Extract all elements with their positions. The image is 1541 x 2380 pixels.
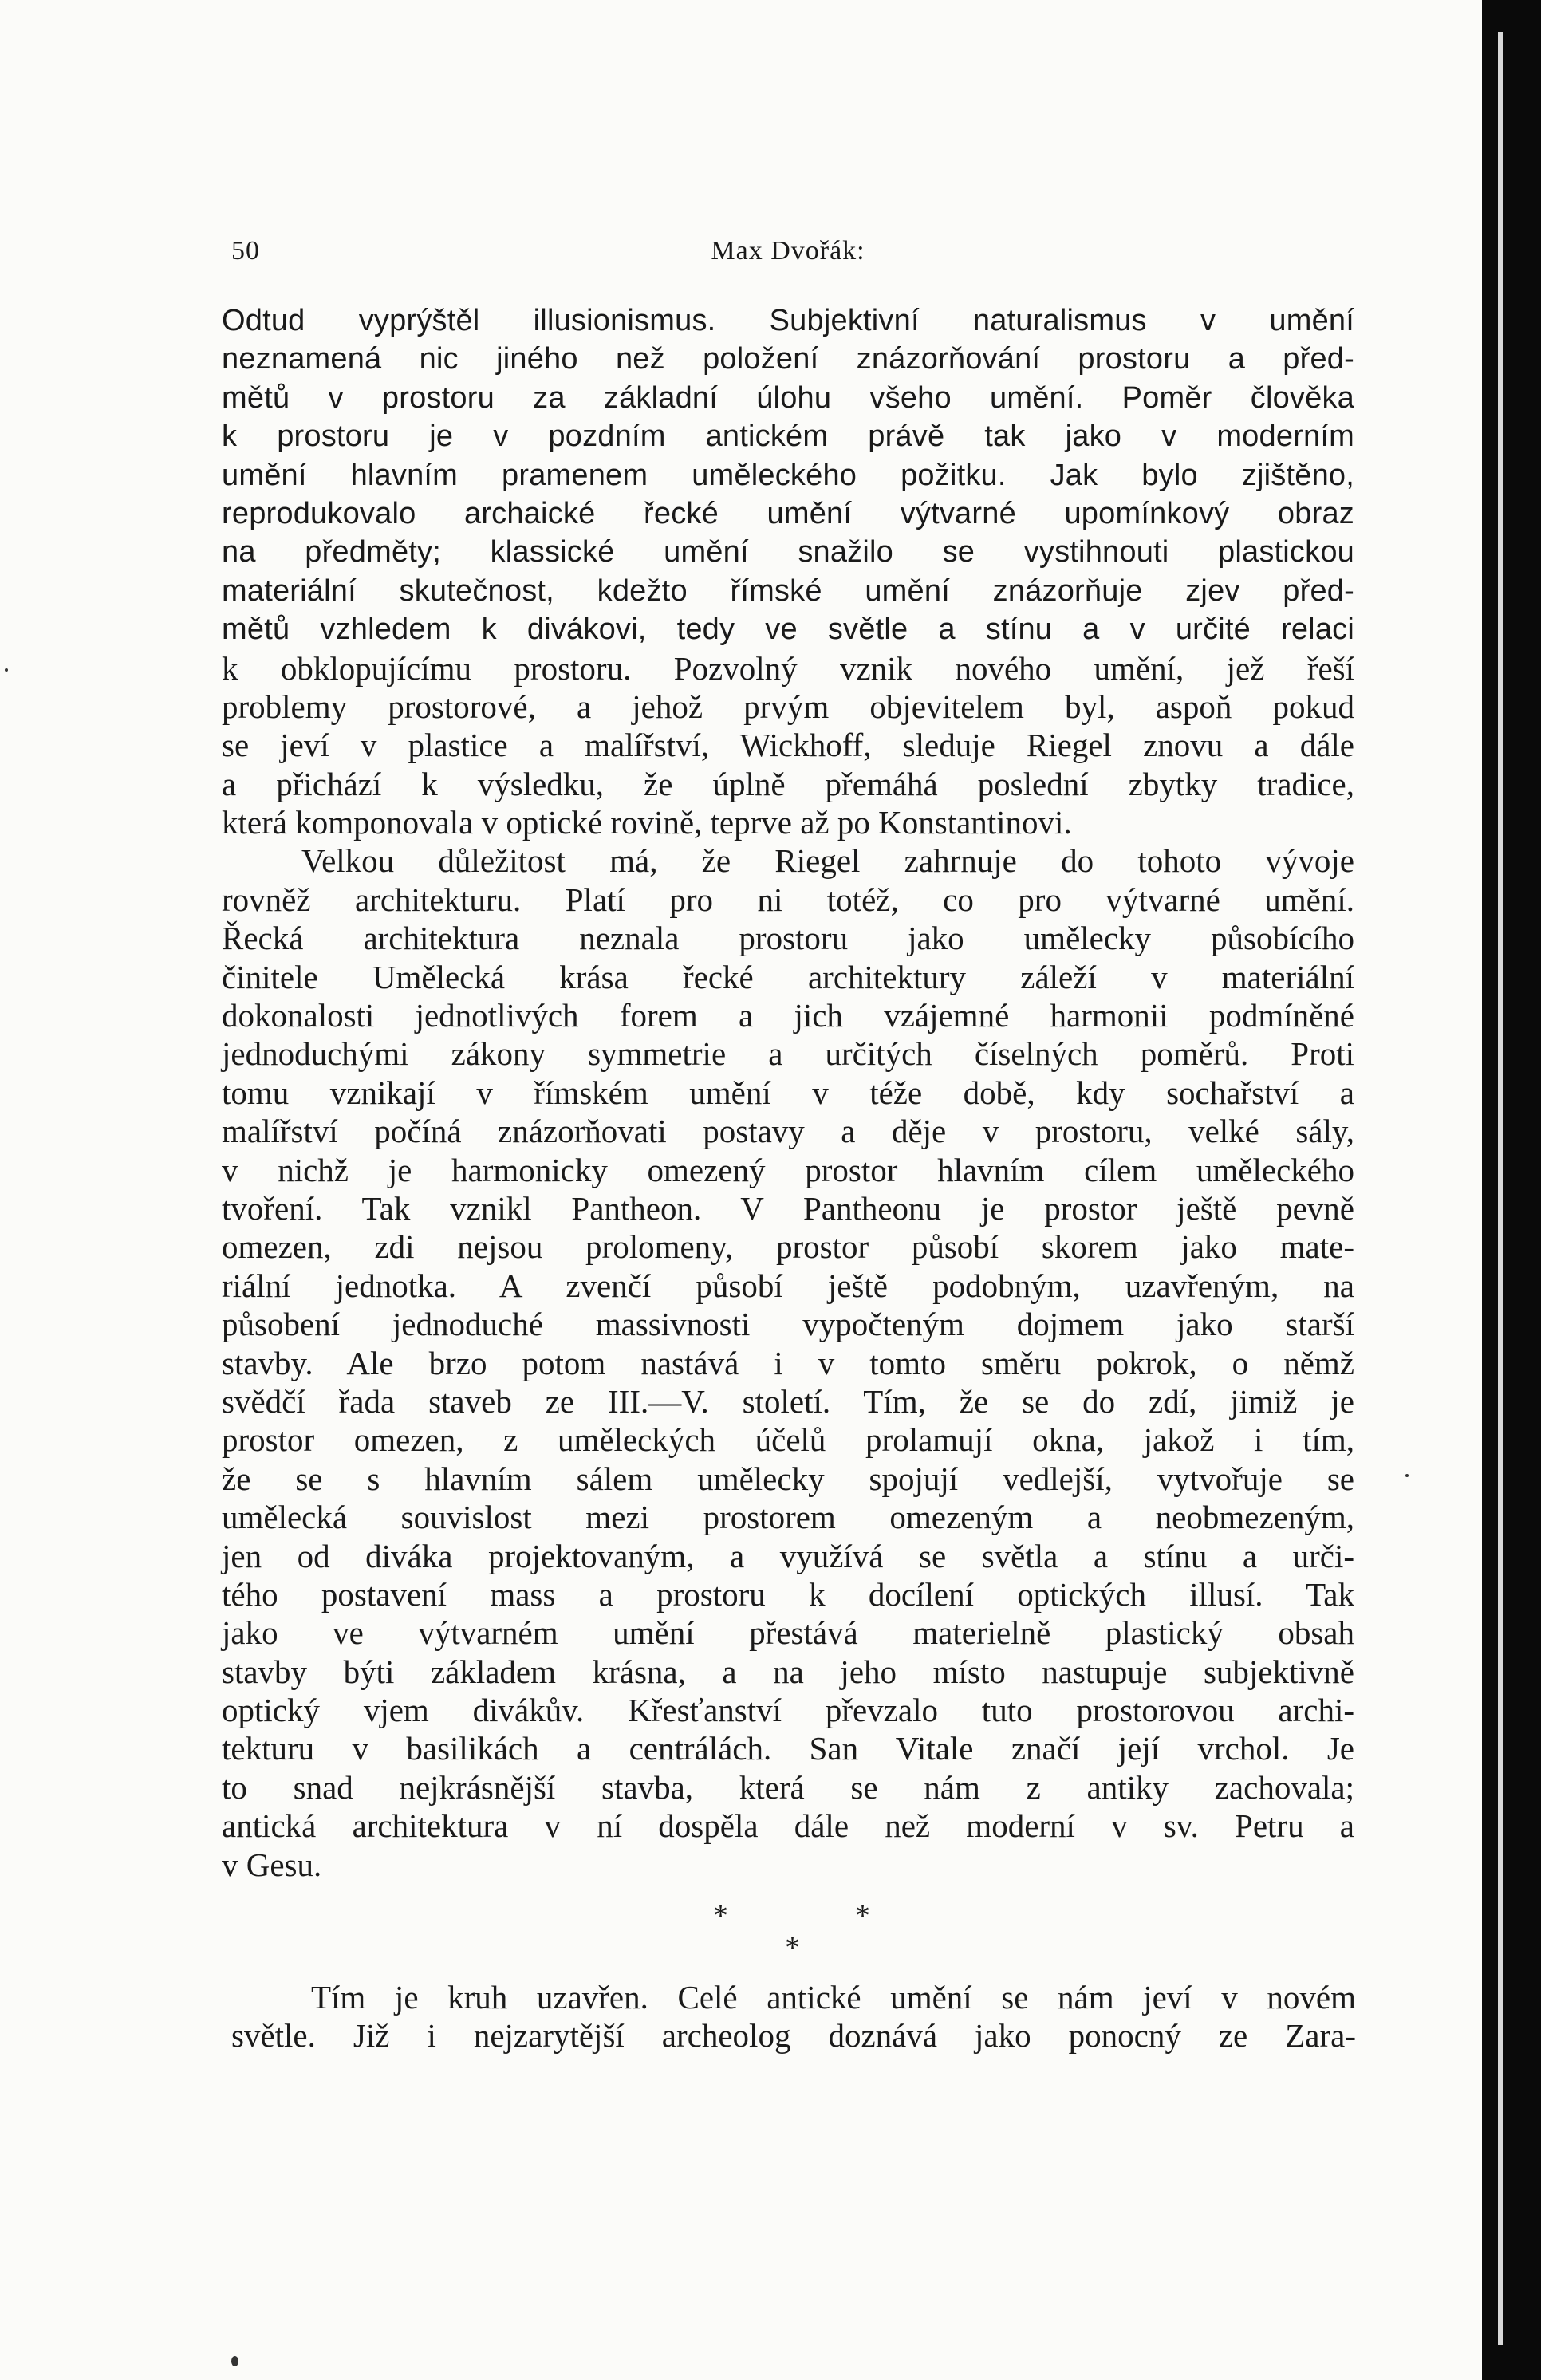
text-line: jako ve výtvarném umění přestává materielně plastický obsah xyxy=(222,1614,1354,1652)
text-line: k prostoru je v pozdním antickém právě tak jako v moderním xyxy=(222,420,1354,454)
page-number: 50 xyxy=(231,236,260,266)
text-line: materiální skutečnost, kdežto římské umění znázorňuje zjev před- xyxy=(222,573,1354,608)
text-line: problemy prostorové, a jehož prvým objevitelem byl, aspoň pokud xyxy=(222,688,1354,725)
text-line: světle. Již i nejzarytější archeolog doznává jako ponocný ze Zara- xyxy=(231,2017,1356,2055)
text-line: omezen, zdi nejsou prolomeny, prostor působí skorem jako mate- xyxy=(222,1228,1354,1266)
text-line: Tím je kruh uzavřen. Celé antické umění se nám jeví v novém xyxy=(311,1979,1356,2016)
text-line: optický vjem divákův. Křesťanství převzalo tuto prostorovou archi- xyxy=(222,1692,1354,1729)
text-line: tekturu v basilikách a centrálách. San Vitale značí její vrchol. Je xyxy=(222,1730,1354,1767)
running-head: Max Dvořák: xyxy=(711,236,865,266)
text-line: k obklopujícímu prostoru. Pozvolný vznik nového umění, jež řeší xyxy=(222,649,1354,687)
text-line: která komponovala v optické rovině, teprve až po Konstantinovi. xyxy=(222,804,1072,841)
text-line: mětů v prostoru za základní úlohu všeho umění. Poměr člověka xyxy=(222,380,1354,415)
text-line: na předměty; klassické umění snažilo se vystihnouti plastickou xyxy=(222,535,1354,569)
text-line: reprodukovalo archaické řecké umění výtvarné upomínkový obraz xyxy=(222,496,1354,530)
text-line: tého postavení mass a prostoru k docílení optických illusí. Tak xyxy=(222,1575,1354,1613)
text-line: že se s hlavním sálem umělecky spojují vedlejší, vytvořuje se xyxy=(222,1460,1354,1497)
text-line: svědčí řada staveb ze III.—V. století. Tím, že se do zdí, jimiž je xyxy=(222,1382,1354,1420)
text-line: tomu vznikají v římském umění v téže době, kdy sochařství a xyxy=(222,1074,1354,1111)
text-line: umění hlavním pramenem uměleckého požitku. Jak bylo zjištěno, xyxy=(222,458,1354,492)
text-line: Řecká architektura neznala prostoru jako umělecky působícího xyxy=(222,920,1354,957)
scan-edge xyxy=(1482,0,1541,2380)
body-text xyxy=(222,301,1354,1884)
text-line: to snad nejkrásnější stavba, která se nám z antiky zachovala; xyxy=(222,1768,1354,1806)
text-line: činitele Umělecká krása řecké architektury záleží v materiální xyxy=(222,958,1354,995)
page-header xyxy=(231,236,1345,276)
text-line: prostor omezen, z uměleckých účelů prolamují okna, jakož i tím, xyxy=(222,1421,1354,1459)
text-line: tvoření. Tak vznikl Pantheon. V Pantheonu je prostor ještě pevně xyxy=(222,1189,1354,1227)
text-line: stavby. Ale brzo potom nastává i v tomto směru pokrok, o němž xyxy=(222,1344,1354,1381)
text-line: Velkou důležitost má, že Riegel zahrnuje do tohoto vývoje xyxy=(302,842,1354,880)
text-line: v Gesu. xyxy=(222,1846,322,1883)
asterisk: * xyxy=(785,1931,800,1964)
text-line: Odtud vyprýštěl illusionismus. Subjektivní naturalismus v umění xyxy=(222,304,1354,337)
scan-edge-line xyxy=(1498,32,1503,2345)
text-line: působení jednoduché massivnosti vypočteným dojmem jako starší xyxy=(222,1306,1354,1343)
continued-paragraph xyxy=(231,1978,1356,2055)
text-line: mětů vzhledem k divákovi, tedy ve světle a stínu a v určité relaci xyxy=(222,613,1354,647)
text-line: malířství počíná znázorňovati postavy a děje v prostoru, velké sály, xyxy=(222,1113,1354,1150)
section-break xyxy=(694,1898,901,1978)
text-line: jednoduchými zákony symmetrie a určitých číselných poměrů. Proti xyxy=(222,1035,1354,1073)
asterisk: * xyxy=(713,1899,728,1933)
ink-speck xyxy=(5,668,8,672)
text-line: umělecká souvislost mezi prostorem omezeným a neobmezeným, xyxy=(222,1499,1354,1536)
text-line: antická architektura v ní dospěla dále než moderní v sv. Petru a xyxy=(222,1807,1354,1845)
text-line: neznamená nic jiného než položení znázorňování prostoru a před- xyxy=(222,342,1354,376)
text-line: dokonalosti jednotlivých forem a jich vzájemné harmonii podmíněné xyxy=(222,997,1354,1034)
text-line: v nichž je harmonicky omezený prostor hlavním cílem uměleckého xyxy=(222,1151,1354,1188)
text-line: se jeví v plastice a malířství, Wickhoff, sleduje Riegel znovu a dále xyxy=(222,727,1354,764)
ink-speck xyxy=(231,2356,238,2366)
text-line: a přichází k výsledku, že úplně přemáhá poslední zbytky tradice, xyxy=(222,765,1354,802)
ink-speck xyxy=(1405,1474,1409,1477)
text-line: jen od diváka projektovaným, a využívá se světla a stínu a urči- xyxy=(222,1537,1354,1574)
text-line: riální jednotka. A zvenčí působí ještě podobným, uzavřeným, na xyxy=(222,1267,1354,1304)
text-line: rovněž architekturu. Platí pro ni totéž, co pro výtvarné umění. xyxy=(222,881,1354,918)
asterisk: * xyxy=(855,1899,870,1933)
text-line: stavby býti základem krásna, a na jeho místo nastupuje subjektivně xyxy=(222,1653,1354,1690)
